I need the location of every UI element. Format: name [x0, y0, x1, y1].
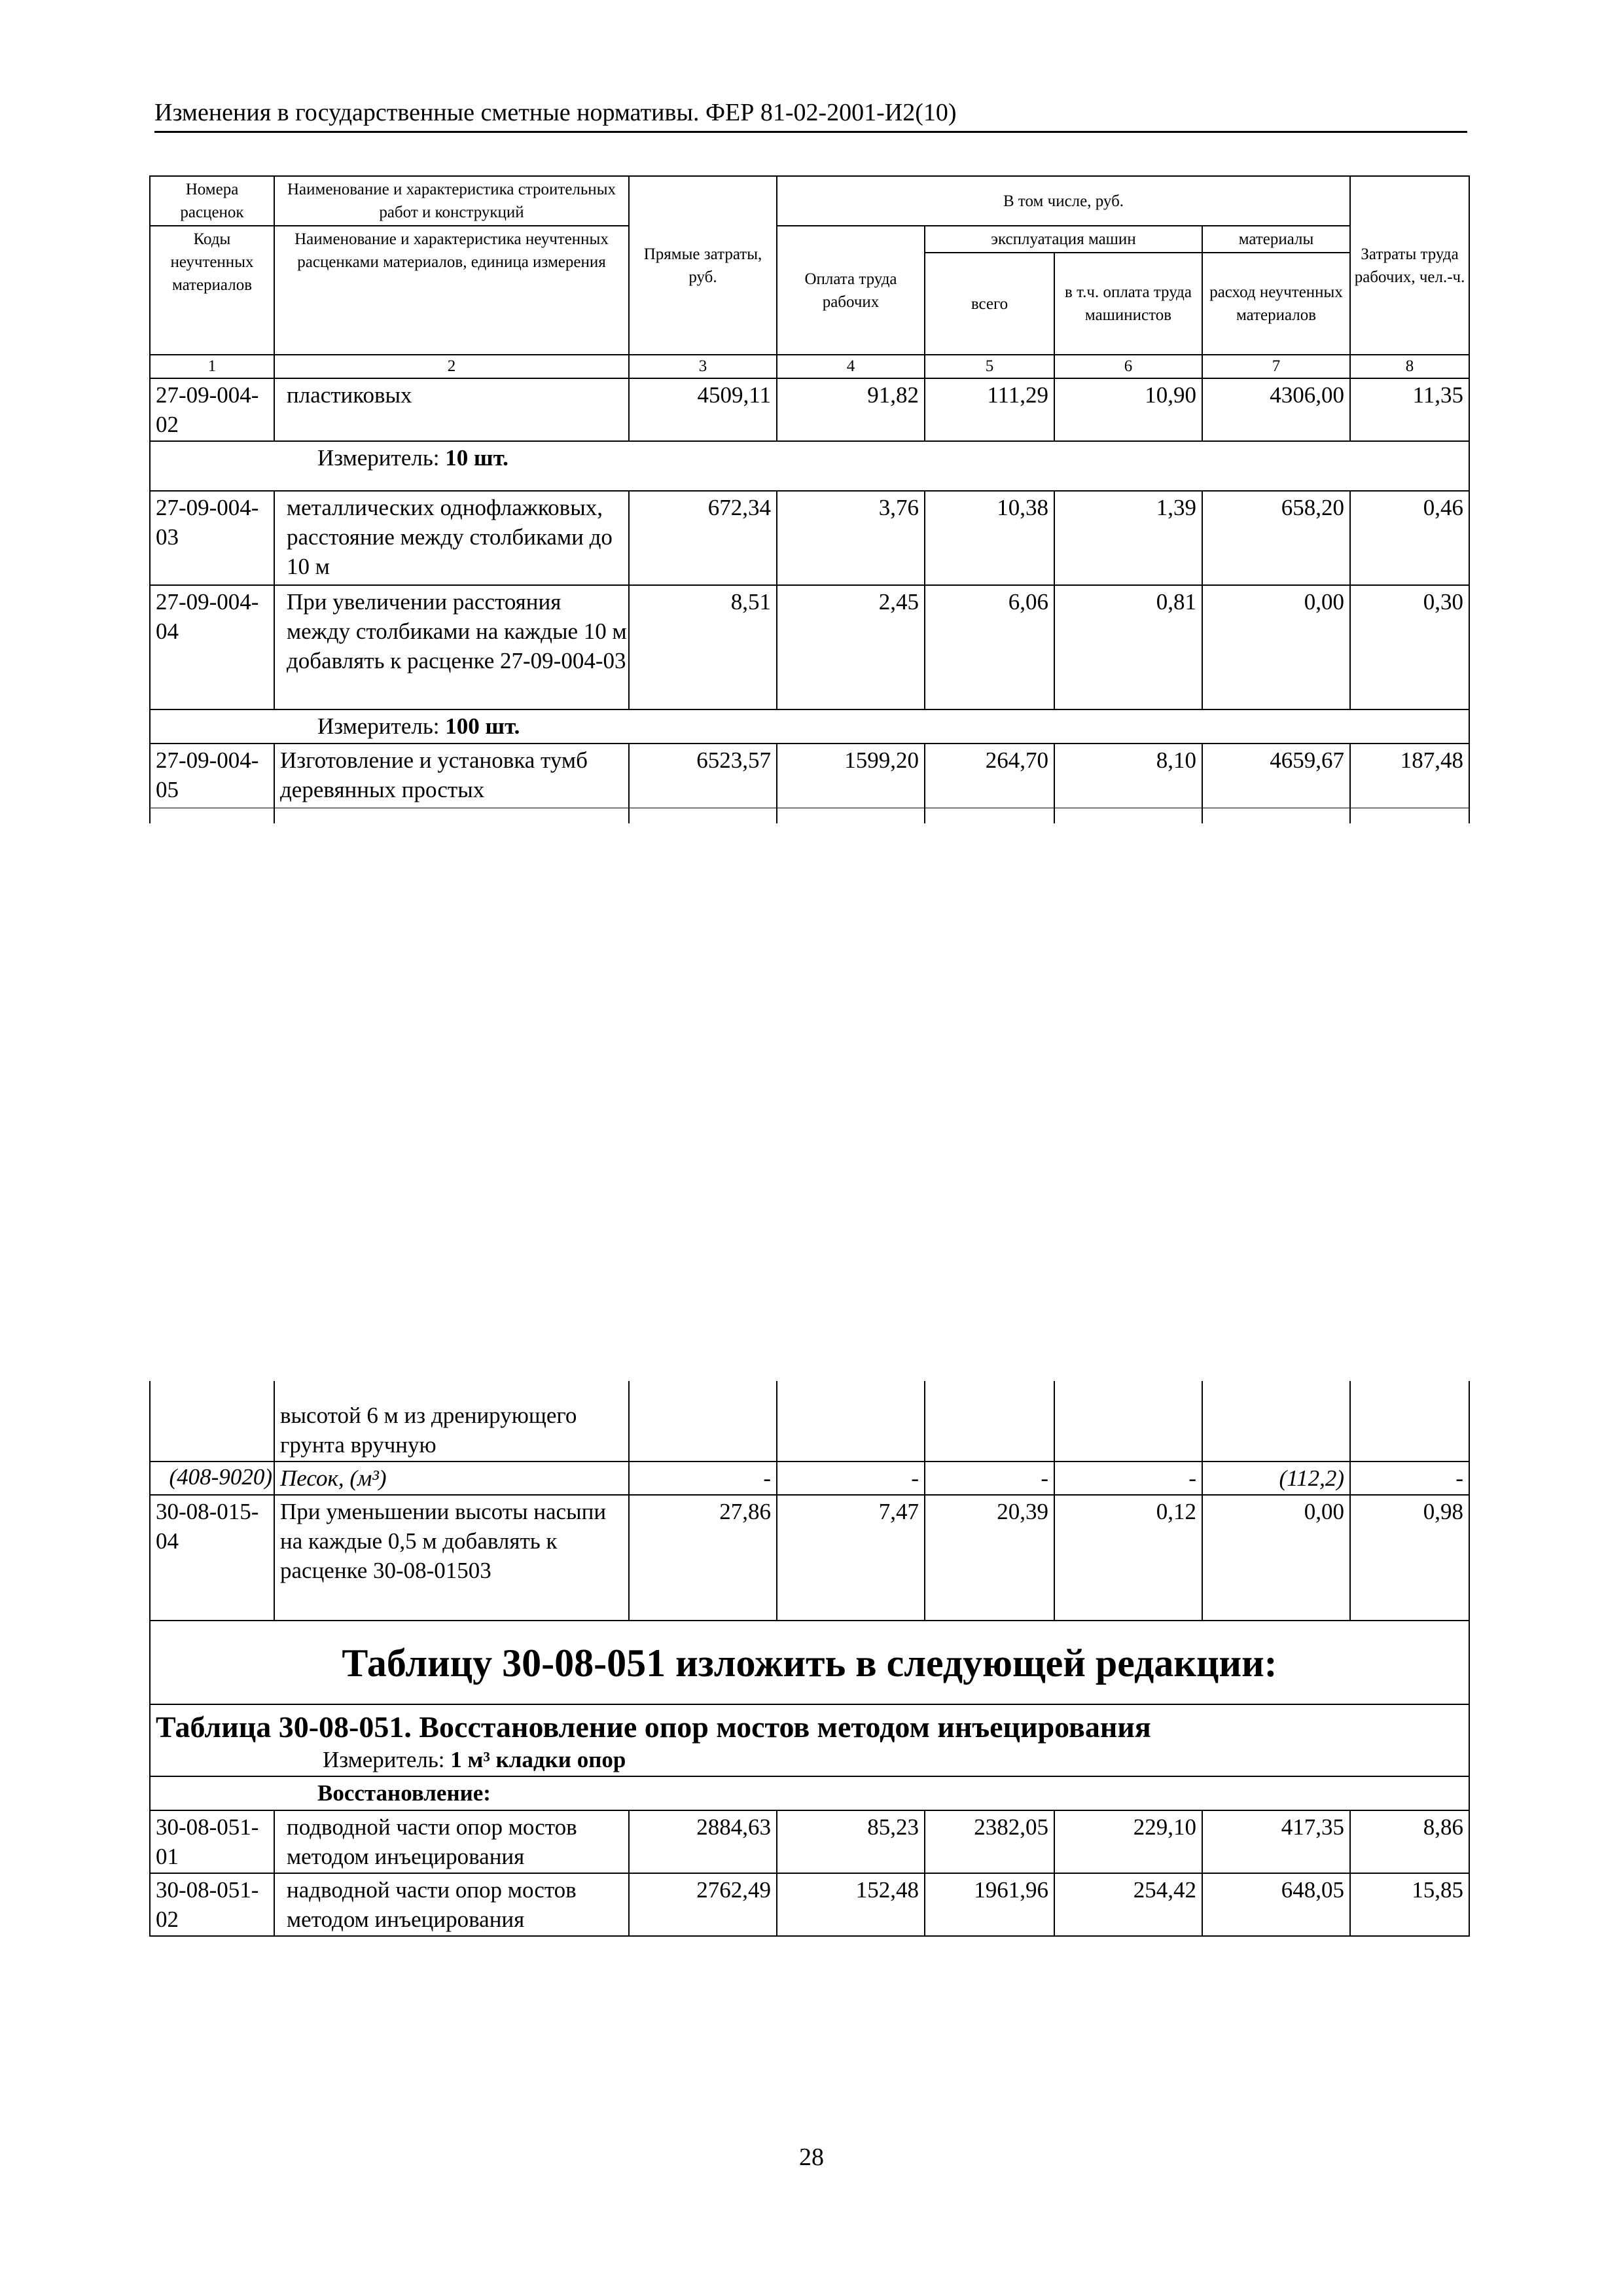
machinists-pay: 0,81 — [1054, 585, 1202, 709]
work-name: При увеличении расстояния между столбиками на каждые 10 м добавлять к расценке 27-09-004-03 — [274, 585, 629, 709]
rate-code: 27-09-004-05 — [150, 744, 274, 808]
machines-total: 6,06 — [925, 585, 1054, 709]
table-row — [150, 1810, 1469, 1873]
page-number: 28 — [799, 2144, 824, 2171]
measure-unit: 1 м³ кладки опор — [450, 1747, 626, 1772]
column-number: 1 — [150, 355, 274, 378]
materials-cost: 0,00 — [1202, 1495, 1350, 1621]
machines-header: эксплуатация машин — [925, 226, 1202, 253]
machinists-pay: 0,12 — [1054, 1495, 1202, 1621]
measure-cell — [150, 709, 1469, 744]
materials-cost: 4306,00 — [1202, 378, 1350, 441]
labor-pay: 85,23 — [777, 1810, 925, 1873]
page-header: Изменения в государственные сметные нормативы. ФЕР 81-02-2001-И2(10) — [154, 97, 1467, 133]
col5-header: всего — [925, 253, 1054, 355]
materials-cost: 0,00 — [1202, 585, 1350, 709]
table-replacement-notice: Таблицу 30-08-051 изложить в следующей редакции: — [150, 1621, 1469, 1704]
group-header: В том числе, руб. — [777, 176, 1350, 226]
rate-code: 30-08-015-04 — [150, 1495, 274, 1621]
column-numbers-row — [150, 355, 1469, 378]
col2-top-header: Наименование и характеристика строительных работ и конструкций — [274, 176, 629, 226]
rates-table-top — [149, 175, 1470, 823]
work-name: При уменьшении высоты насыпи на каждые 0,5 м добавлять к расценке 30-08-01503 — [274, 1495, 629, 1621]
labor-hours: 8,86 — [1350, 1810, 1469, 1873]
material-name: Песок, (м³) — [274, 1462, 629, 1495]
col2-bottom-header: Наименование и характеристика неучтенных расценками материалов, единица измерения — [274, 226, 629, 355]
column-number: 2 — [274, 355, 629, 378]
machines-total: 20,39 — [925, 1495, 1054, 1621]
work-name: пластиковых — [274, 378, 629, 441]
labor-pay: 152,48 — [777, 1873, 925, 1936]
machinists-pay: 254,42 — [1054, 1873, 1202, 1936]
work-name: надводной части опор мостов методом инъецирования — [274, 1873, 629, 1936]
direct-costs: 672,34 — [629, 491, 777, 585]
col1-bottom-header: Коды неучтенных материалов — [150, 226, 274, 355]
measure-label: Измеритель: — [317, 713, 440, 739]
direct-costs: 2884,63 — [629, 1810, 777, 1873]
table-row — [150, 1381, 1469, 1462]
material-row — [150, 1462, 1469, 1495]
machines-total: 2382,05 — [925, 1810, 1054, 1873]
labor-pay: 7,47 — [777, 1495, 925, 1621]
machines-total: 264,70 — [925, 744, 1054, 808]
measure-unit: 100 шт. — [445, 713, 520, 739]
table-title-row — [150, 1704, 1469, 1776]
table-row — [150, 491, 1469, 585]
rate-code: 30-08-051-01 — [150, 1810, 274, 1873]
table-title: Таблица 30-08-051. Восстановление опор мостов методом инъецирования — [156, 1710, 1151, 1744]
measure-row — [150, 441, 1469, 491]
table-row — [150, 1873, 1469, 1936]
measure-row — [150, 709, 1469, 744]
notice-row — [150, 1621, 1469, 1704]
table-row — [150, 744, 1469, 808]
column-number: 6 — [1054, 355, 1202, 378]
machinists-pay: 10,90 — [1054, 378, 1202, 441]
col8-header: Затраты труда рабочих, чел.-ч. — [1350, 176, 1469, 355]
rate-code: 27-09-004-02 — [150, 378, 274, 441]
column-number: 7 — [1202, 355, 1350, 378]
materials-header: материалы — [1202, 226, 1350, 253]
labor-pay: 1599,20 — [777, 744, 925, 808]
column-number: 8 — [1350, 355, 1469, 378]
measure-label: Измеритель: — [323, 1747, 445, 1772]
direct-costs: 2762,49 — [629, 1873, 777, 1936]
labor-pay: 91,82 — [777, 378, 925, 441]
labor-pay: 3,76 — [777, 491, 925, 585]
material-code: (408-9020) — [150, 1462, 274, 1495]
col3-header: Прямые затраты, руб. — [629, 176, 777, 355]
labor-hours: 187,48 — [1350, 744, 1469, 808]
rate-code: 27-09-004-04 — [150, 585, 274, 709]
section-row — [150, 1776, 1469, 1810]
labor-hours: 0,30 — [1350, 585, 1469, 709]
machines-total: 10,38 — [925, 491, 1054, 585]
labor-hours: 15,85 — [1350, 1873, 1469, 1936]
materials-cost: 648,05 — [1202, 1873, 1350, 1936]
column-number: 5 — [925, 355, 1054, 378]
machines-total: 111,29 — [925, 378, 1054, 441]
materials-cost: 4659,67 — [1202, 744, 1350, 808]
column-number: 3 — [629, 355, 777, 378]
rate-code: 30-08-051-02 — [150, 1873, 274, 1936]
labor-pay: - — [777, 1462, 925, 1495]
labor-hours: - — [1350, 1462, 1469, 1495]
machinists-pay: 8,10 — [1054, 744, 1202, 808]
table-row — [150, 585, 1469, 709]
col6-header: в т.ч. оплата труда машинистов — [1054, 253, 1202, 355]
measure-cell — [156, 1746, 1463, 1774]
materials-cost: 658,20 — [1202, 491, 1350, 585]
table-row — [150, 1495, 1469, 1621]
work-name: Изготовление и установка тумб деревянных простых — [274, 744, 629, 808]
machinists-pay: 229,10 — [1054, 1810, 1202, 1873]
table-row — [150, 378, 1469, 441]
rate-code: 27-09-004-03 — [150, 491, 274, 585]
labor-hours: 11,35 — [1350, 378, 1469, 441]
measure-cell — [150, 441, 1469, 491]
labor-pay: 2,45 — [777, 585, 925, 709]
work-name: высотой 6 м из дренирующего грунта вручную — [274, 1381, 629, 1462]
col1-top-header: Номера расценок — [150, 176, 274, 226]
materials-cost: 417,35 — [1202, 1810, 1350, 1873]
section-title: Восстановление: — [150, 1776, 1469, 1810]
table-cut-row — [150, 808, 1469, 823]
machines-total: - — [925, 1462, 1054, 1495]
column-number: 4 — [777, 355, 925, 378]
col4-header: Оплата труда рабочих — [777, 226, 925, 355]
machinists-pay: - — [1054, 1462, 1202, 1495]
direct-costs: 6523,57 — [629, 744, 777, 808]
col7-header: расход неучтенных материалов — [1202, 253, 1350, 355]
labor-hours: 0,98 — [1350, 1495, 1469, 1621]
direct-costs: 27,86 — [629, 1495, 777, 1621]
work-name: металлических однофлажковых, расстояние между столбиками до 10 м — [274, 491, 629, 585]
direct-costs: 8,51 — [629, 585, 777, 709]
measure-label: Измеритель: — [317, 445, 440, 471]
direct-costs: - — [629, 1462, 777, 1495]
machines-total: 1961,96 — [925, 1873, 1054, 1936]
measure-unit: 10 шт. — [445, 445, 508, 471]
machinists-pay: 1,39 — [1054, 491, 1202, 585]
labor-hours: 0,46 — [1350, 491, 1469, 585]
materials-amount: (112,2) — [1202, 1462, 1350, 1495]
work-name: подводной части опор мостов методом инъецирования — [274, 1810, 629, 1873]
direct-costs: 4509,11 — [629, 378, 777, 441]
rates-table-bottom — [149, 1381, 1470, 1937]
